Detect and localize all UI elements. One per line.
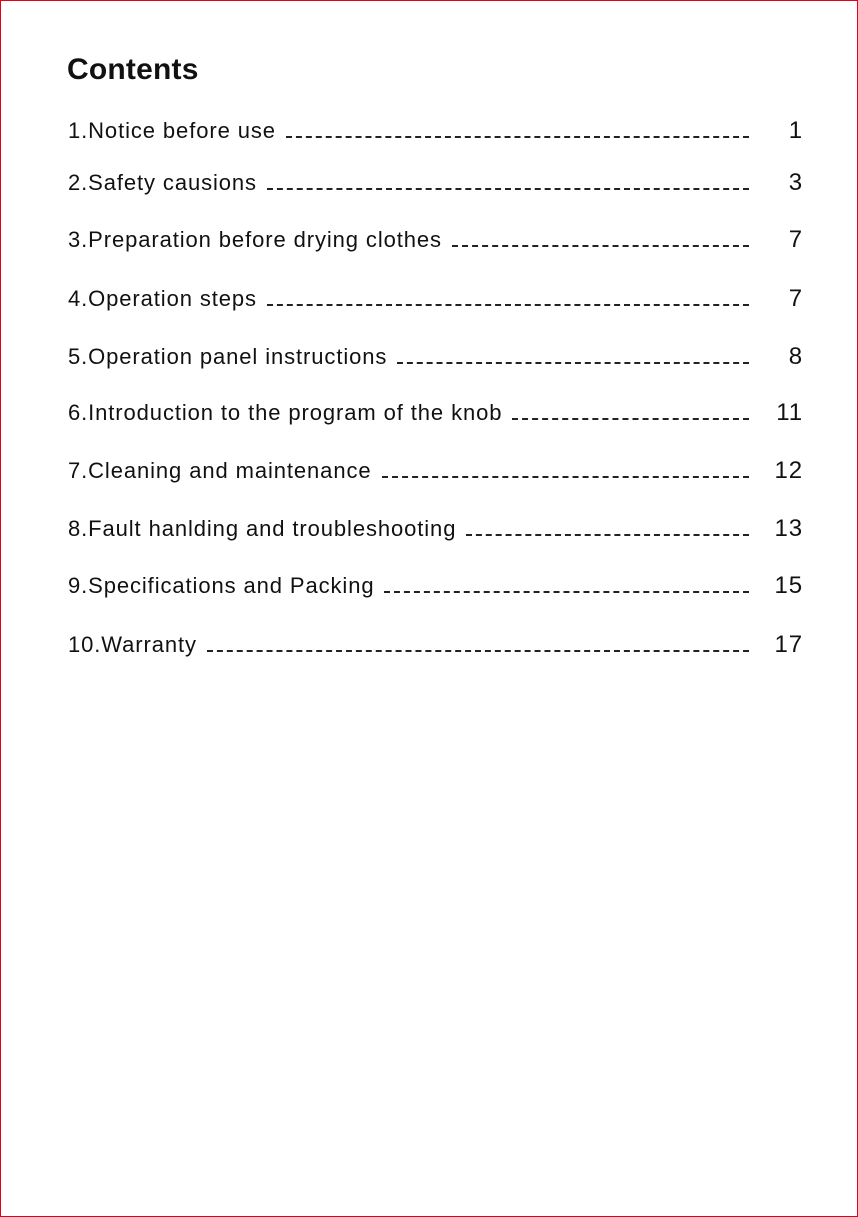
toc-entry-label: 7.Cleaning and maintenance <box>68 458 372 483</box>
toc-entry[interactable] <box>68 282 803 312</box>
toc-entry-page-number: 8 <box>788 343 803 370</box>
toc-entry-label: 6.Introduction to the program of the knob <box>68 400 503 425</box>
toc-entry-page-number: 1 <box>788 117 803 144</box>
toc-entry[interactable] <box>68 454 803 484</box>
toc-entry[interactable] <box>68 166 803 196</box>
toc-entry[interactable] <box>68 512 803 542</box>
page-title: Contents <box>67 53 199 86</box>
dotted-leader <box>466 534 749 536</box>
toc-entry-label: 1.Notice before use <box>68 118 276 143</box>
toc-entry[interactable] <box>68 569 803 599</box>
dotted-leader <box>382 476 750 478</box>
dotted-leader <box>207 650 749 652</box>
dotted-leader <box>286 136 749 138</box>
toc-entry[interactable] <box>68 223 803 253</box>
toc-entry-label: 2.Safety causions <box>68 170 257 195</box>
toc-entry-page-number: 12 <box>774 457 803 484</box>
toc-entry[interactable] <box>68 396 803 426</box>
toc-entry-page-number: 15 <box>774 572 803 599</box>
toc-entry-label: 3.Preparation before drying clothes <box>68 227 442 252</box>
toc-entry-page-number: 7 <box>788 226 803 253</box>
dotted-leader <box>397 362 749 364</box>
toc-entry-label: 9.Specifications and Packing <box>68 573 375 598</box>
toc-entry-page-number: 7 <box>788 285 803 312</box>
toc-entry-page-number: 17 <box>774 631 803 658</box>
dotted-leader <box>267 304 749 306</box>
toc-entry-label: 4.Operation steps <box>68 286 257 311</box>
toc-entry-label: 8.Fault hanlding and troubleshooting <box>68 516 457 541</box>
dotted-leader <box>267 188 749 190</box>
toc-entry[interactable] <box>68 114 803 144</box>
toc-entry-page-number: 11 <box>776 399 803 426</box>
toc-entry-label: 5.Operation panel instructions <box>68 344 388 369</box>
toc-entry-page-number: 3 <box>788 169 803 196</box>
dotted-leader <box>452 245 749 247</box>
toc-entry[interactable] <box>68 628 803 658</box>
toc-entry-page-number: 13 <box>774 515 803 542</box>
dotted-leader <box>384 591 749 593</box>
toc-entry-label: 10.Warranty <box>68 632 197 657</box>
toc-entry[interactable] <box>68 340 803 370</box>
dotted-leader <box>512 418 749 420</box>
